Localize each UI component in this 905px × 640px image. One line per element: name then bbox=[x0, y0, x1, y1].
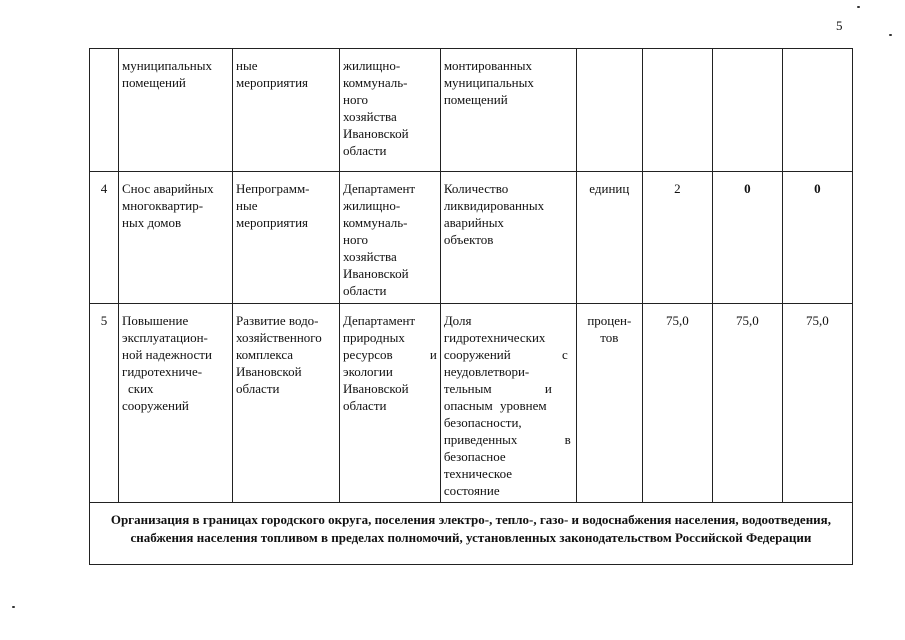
value-cell: 2 bbox=[642, 172, 712, 304]
executor-line: экологии bbox=[343, 364, 393, 379]
task-line: ных домов bbox=[122, 215, 182, 230]
task-line: ной надежности bbox=[122, 347, 212, 362]
indicator-line: безопасности, bbox=[443, 415, 522, 430]
unit-line: тов bbox=[600, 330, 619, 345]
executor-line: ресурсов и bbox=[343, 347, 437, 362]
value-cell: 75,0 bbox=[782, 304, 852, 503]
table-row bbox=[90, 172, 853, 304]
indicator-line: гидротехнических bbox=[443, 330, 546, 345]
executor-line: коммуналь- bbox=[343, 75, 408, 90]
indicator-cell bbox=[440, 304, 576, 503]
executor-line: коммуналь- bbox=[343, 215, 408, 230]
program-line: мероприятия bbox=[236, 215, 309, 230]
task-cell bbox=[119, 304, 233, 503]
indicator-line: тельным и bbox=[443, 381, 552, 396]
unit-cell bbox=[576, 304, 642, 503]
indicator-line: сооружений с bbox=[443, 347, 568, 362]
indicator-line: объектов bbox=[443, 232, 494, 247]
indicator-line: помещений bbox=[443, 92, 508, 107]
task-line: эксплуатацион- bbox=[122, 330, 208, 345]
task-line: помещений bbox=[122, 75, 186, 90]
row-number: 4 bbox=[90, 172, 119, 304]
indicator-line: Доля bbox=[443, 313, 472, 328]
value-cell: 0 bbox=[712, 172, 782, 304]
unit-line: процен- bbox=[587, 313, 632, 328]
task-line: сооружений bbox=[122, 398, 189, 413]
executor-line: Ивановской bbox=[343, 266, 409, 281]
section-row bbox=[90, 503, 853, 565]
executor-line: области bbox=[343, 283, 387, 298]
indicator-line: техническое bbox=[443, 466, 512, 481]
indicator-line: ликвидированных bbox=[443, 198, 545, 213]
scan-speck bbox=[12, 606, 15, 608]
indicator-line: монтированных bbox=[443, 58, 533, 73]
row-number bbox=[90, 49, 119, 172]
indicator-line: аварийных bbox=[443, 215, 504, 230]
unit-cell: единиц bbox=[576, 172, 642, 304]
program-line: хозяйственного bbox=[236, 330, 322, 345]
program-line: ные bbox=[236, 198, 258, 213]
executor-line: Ивановской bbox=[343, 381, 409, 396]
executor-line: Департамент bbox=[343, 313, 416, 328]
indicator-line: состояние bbox=[443, 483, 500, 498]
row-number: 5 bbox=[90, 304, 119, 503]
value-cell bbox=[642, 49, 712, 172]
value-cell bbox=[782, 49, 852, 172]
executor-line: области bbox=[343, 143, 387, 158]
program-line: мероприятия bbox=[236, 75, 309, 90]
value-cell: 75,0 bbox=[712, 304, 782, 503]
program-cell bbox=[233, 49, 340, 172]
indicator-line: муниципальных bbox=[443, 75, 534, 90]
scan-speck bbox=[889, 34, 892, 36]
indicators-table bbox=[89, 48, 853, 565]
executor-cell bbox=[340, 49, 441, 172]
executor-cell bbox=[340, 304, 441, 503]
program-line: области bbox=[236, 381, 280, 396]
table-row bbox=[90, 304, 853, 503]
task-line: Повышение bbox=[122, 313, 189, 328]
executor-line: жилищно- bbox=[343, 198, 401, 213]
indicator-cell bbox=[440, 49, 576, 172]
task-cell bbox=[119, 49, 233, 172]
indicator-cell bbox=[440, 172, 576, 304]
program-line: Ивановской bbox=[236, 364, 302, 379]
executor-line: жилищно- bbox=[343, 58, 401, 73]
task-line: многоквартир- bbox=[122, 198, 204, 213]
executor-line: природных bbox=[343, 330, 405, 345]
indicator-line: безопасное bbox=[443, 449, 506, 464]
indicator-line: неудовлетвори- bbox=[443, 364, 530, 379]
value-cell bbox=[712, 49, 782, 172]
program-cell bbox=[233, 304, 340, 503]
executor-line: Ивановской bbox=[343, 126, 409, 141]
executor-line: хозяйства bbox=[343, 109, 397, 124]
executor-line: ного bbox=[343, 232, 368, 247]
indicator-line: Количество bbox=[443, 181, 509, 196]
program-line: Развитие водо- bbox=[236, 313, 319, 328]
section-heading: Организация в границах городского округа, поселения электро-, тепло-, газо- и водоснабжения населения, водоотведения, снабжения населения топливом в пределах полномочий, установленных законодательством Российской Федерации bbox=[90, 503, 853, 565]
page-number: 5 bbox=[836, 18, 843, 33]
executor-cell bbox=[340, 172, 441, 304]
executor-line: области bbox=[343, 398, 387, 413]
executor-line: хозяйства bbox=[343, 249, 397, 264]
indicator-line: приведенных в bbox=[443, 432, 571, 447]
program-cell bbox=[233, 172, 340, 304]
indicator-line: опасным уровнем bbox=[443, 398, 547, 413]
executor-line: ного bbox=[343, 92, 368, 107]
executor-line: Департамент bbox=[343, 181, 416, 196]
task-line: гидротехниче- bbox=[122, 364, 203, 379]
scan-speck bbox=[857, 6, 860, 8]
program-line: Непрограмм- bbox=[236, 181, 310, 196]
task-cell bbox=[119, 172, 233, 304]
task-line: муниципальных bbox=[122, 58, 213, 73]
table-row bbox=[90, 49, 853, 172]
value-cell: 0 bbox=[782, 172, 852, 304]
program-line: ные bbox=[236, 58, 258, 73]
value-cell: 75,0 bbox=[642, 304, 712, 503]
task-line: Снос аварийных bbox=[122, 181, 214, 196]
task-line: ских bbox=[128, 381, 154, 396]
program-line: комплекса bbox=[236, 347, 294, 362]
unit-cell bbox=[576, 49, 642, 172]
